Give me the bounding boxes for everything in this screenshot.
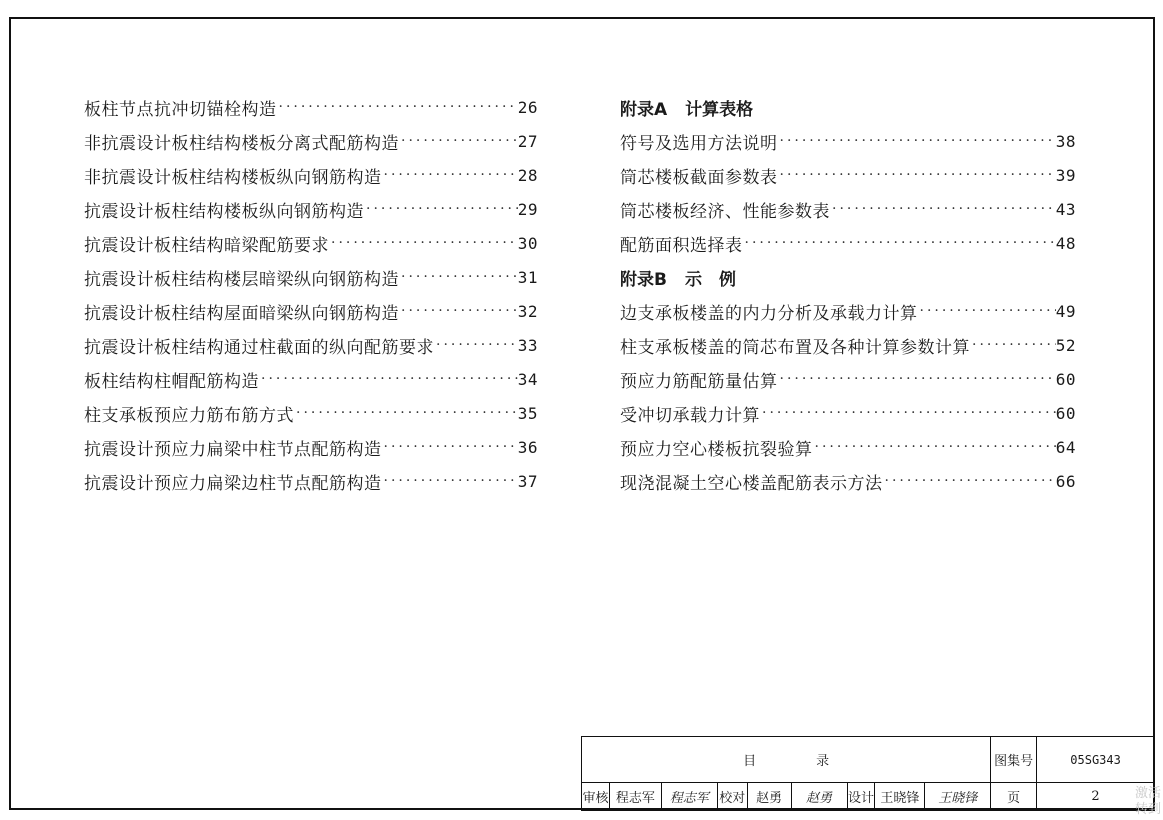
appendix-a-heading bbox=[620, 90, 1076, 124]
appendix-a-entry bbox=[620, 192, 1076, 226]
appendix-b-heading bbox=[620, 260, 1076, 294]
toc-entry bbox=[84, 328, 538, 362]
dot-leader bbox=[778, 167, 1056, 183]
toc-entry-title: 配筋面积选择表 bbox=[620, 235, 743, 256]
toc-entry bbox=[84, 226, 538, 260]
checker-name: 赵勇 bbox=[747, 783, 791, 811]
design-label: 设计 bbox=[847, 783, 875, 811]
toc-entry-page: 60 bbox=[1055, 403, 1076, 423]
appendix-b-entry bbox=[620, 430, 1076, 464]
dot-leader bbox=[382, 167, 518, 183]
toc-entry-page: 31 bbox=[517, 267, 538, 287]
toc-entry bbox=[84, 362, 538, 396]
toc-entry-page: 66 bbox=[1055, 471, 1076, 491]
designer-name: 王晓锋 bbox=[875, 783, 925, 811]
checker-signature: 赵勇 bbox=[791, 783, 847, 811]
atlas-number: 05SG343 bbox=[1037, 737, 1155, 783]
toc-entry-title: 现浇混凝土空心楼盖配筋表示方法 bbox=[620, 473, 883, 494]
dot-leader bbox=[883, 473, 1056, 489]
toc-entry-page: 49 bbox=[1055, 301, 1076, 321]
toc-entry-title: 筒芯楼板经济、性能参数表 bbox=[620, 201, 830, 222]
toc-entry-page: 27 bbox=[517, 131, 538, 151]
toc-entry-page: 48 bbox=[1055, 233, 1076, 253]
toc-entry-page: 29 bbox=[517, 199, 538, 219]
toc-entry-page: 33 bbox=[517, 335, 538, 355]
toc-entry-title: 抗震设计预应力扁梁中柱节点配筋构造 bbox=[84, 439, 382, 460]
appendix-a-entry bbox=[620, 158, 1076, 192]
dot-leader bbox=[399, 133, 518, 149]
appendix-a-title: 计算表格 bbox=[685, 99, 754, 120]
toc-entry-title: 柱支承板预应力筋布筋方式 bbox=[84, 405, 294, 426]
appendix-b-label: 附录B bbox=[620, 269, 667, 290]
toc-entry bbox=[84, 396, 538, 430]
dot-leader bbox=[329, 235, 518, 251]
appendix-b-entry bbox=[620, 294, 1076, 328]
toc-entry-title: 预应力空心楼板抗裂验算 bbox=[620, 439, 813, 460]
toc-entry-page: 32 bbox=[517, 301, 538, 321]
toc-entry-page: 64 bbox=[1055, 437, 1076, 457]
toc-entry-page: 28 bbox=[517, 165, 538, 185]
toc-entry bbox=[84, 90, 538, 124]
reviewer-signature: 程志军 bbox=[661, 783, 717, 811]
dot-leader bbox=[970, 337, 1056, 353]
toc-entry-page: 52 bbox=[1055, 335, 1076, 355]
toc-entry bbox=[84, 294, 538, 328]
appendix-a-label: 附录A bbox=[620, 99, 668, 120]
toc-entry-title: 板柱结构柱帽配筋构造 bbox=[84, 371, 259, 392]
appendix-b-title: 示 例 bbox=[684, 269, 736, 290]
dot-leader bbox=[382, 439, 518, 455]
designer-signature: 王晓锋 bbox=[925, 783, 991, 811]
dot-leader bbox=[399, 269, 518, 285]
toc-entry-page: 39 bbox=[1055, 165, 1076, 185]
appendix-b-entry bbox=[620, 464, 1076, 498]
toc-entry-page: 26 bbox=[517, 97, 538, 117]
dot-leader bbox=[434, 337, 518, 353]
dot-leader bbox=[259, 371, 518, 387]
page-label: 页 bbox=[991, 783, 1037, 811]
toc-entry-title: 受冲切承载力计算 bbox=[620, 405, 760, 426]
toc-entry bbox=[84, 260, 538, 294]
appendix-b-entry bbox=[620, 396, 1076, 430]
toc-entry-title: 抗震设计板柱结构通过柱截面的纵向配筋要求 bbox=[84, 337, 434, 358]
toc-entry bbox=[84, 464, 538, 498]
toc-entry-page: 36 bbox=[517, 437, 538, 457]
page-number: 2 bbox=[1037, 783, 1155, 811]
review-label: 审核 bbox=[582, 783, 610, 811]
atlas-number-label: 图集号 bbox=[991, 737, 1037, 783]
toc-entry-page: 37 bbox=[517, 471, 538, 491]
dot-leader bbox=[364, 201, 518, 217]
toc-entry-title: 抗震设计板柱结构楼层暗梁纵向钢筋构造 bbox=[84, 269, 399, 290]
toc-entry-page: 38 bbox=[1055, 131, 1076, 151]
toc-right-column bbox=[620, 90, 1076, 498]
appendix-a-entry bbox=[620, 124, 1076, 158]
sheet-title: 目录 bbox=[582, 737, 991, 783]
appendix-b-entry bbox=[620, 328, 1076, 362]
toc-entry-page: 43 bbox=[1055, 199, 1076, 219]
toc-entry-title: 非抗震设计板柱结构楼板纵向钢筋构造 bbox=[84, 167, 382, 188]
title-block bbox=[581, 736, 1155, 811]
dot-leader bbox=[277, 99, 518, 115]
toc-entry-page: 30 bbox=[517, 233, 538, 253]
dot-leader bbox=[382, 473, 518, 489]
dot-leader bbox=[760, 405, 1056, 421]
watermark-line-2: 转到 bbox=[1134, 802, 1161, 817]
toc-entry-title: 非抗震设计板柱结构楼板分离式配筋构造 bbox=[84, 133, 399, 154]
toc-left-column bbox=[84, 90, 538, 498]
dot-leader bbox=[778, 133, 1056, 149]
dot-leader bbox=[813, 439, 1056, 455]
toc-entry-title: 抗震设计预应力扁梁边柱节点配筋构造 bbox=[84, 473, 382, 494]
toc-entry-page: 34 bbox=[517, 369, 538, 389]
toc-entry bbox=[84, 430, 538, 464]
reviewer-name: 程志军 bbox=[609, 783, 661, 811]
toc-entry bbox=[84, 192, 538, 226]
dot-leader bbox=[294, 405, 518, 421]
appendix-b-entry bbox=[620, 362, 1076, 396]
toc-entry-title: 抗震设计板柱结构暗梁配筋要求 bbox=[84, 235, 329, 256]
check-label: 校对 bbox=[717, 783, 747, 811]
toc-entry-page: 60 bbox=[1055, 369, 1076, 389]
toc-entry-page: 35 bbox=[517, 403, 538, 423]
dot-leader bbox=[399, 303, 518, 319]
watermark bbox=[1135, 786, 1161, 818]
toc-entry-title: 抗震设计板柱结构楼板纵向钢筋构造 bbox=[84, 201, 364, 222]
dot-leader bbox=[830, 201, 1056, 217]
dot-leader bbox=[743, 235, 1056, 251]
toc-entry-title: 板柱节点抗冲切锚栓构造 bbox=[84, 99, 277, 120]
watermark-line-1: 激活 bbox=[1134, 786, 1161, 801]
toc-entry bbox=[84, 158, 538, 192]
toc-entry-title: 抗震设计板柱结构屋面暗梁纵向钢筋构造 bbox=[84, 303, 399, 324]
toc-entry bbox=[84, 124, 538, 158]
toc-entry-title: 预应力筋配筋量估算 bbox=[620, 371, 778, 392]
dot-leader bbox=[778, 371, 1056, 387]
toc-entry-title: 符号及选用方法说明 bbox=[620, 133, 778, 154]
appendix-a-entry bbox=[620, 226, 1076, 260]
toc-entry-title: 柱支承板楼盖的筒芯布置及各种计算参数计算 bbox=[620, 337, 970, 358]
toc-entry-title: 边支承板楼盖的内力分析及承载力计算 bbox=[620, 303, 918, 324]
dot-leader bbox=[918, 303, 1056, 319]
toc-entry-title: 筒芯楼板截面参数表 bbox=[620, 167, 778, 188]
